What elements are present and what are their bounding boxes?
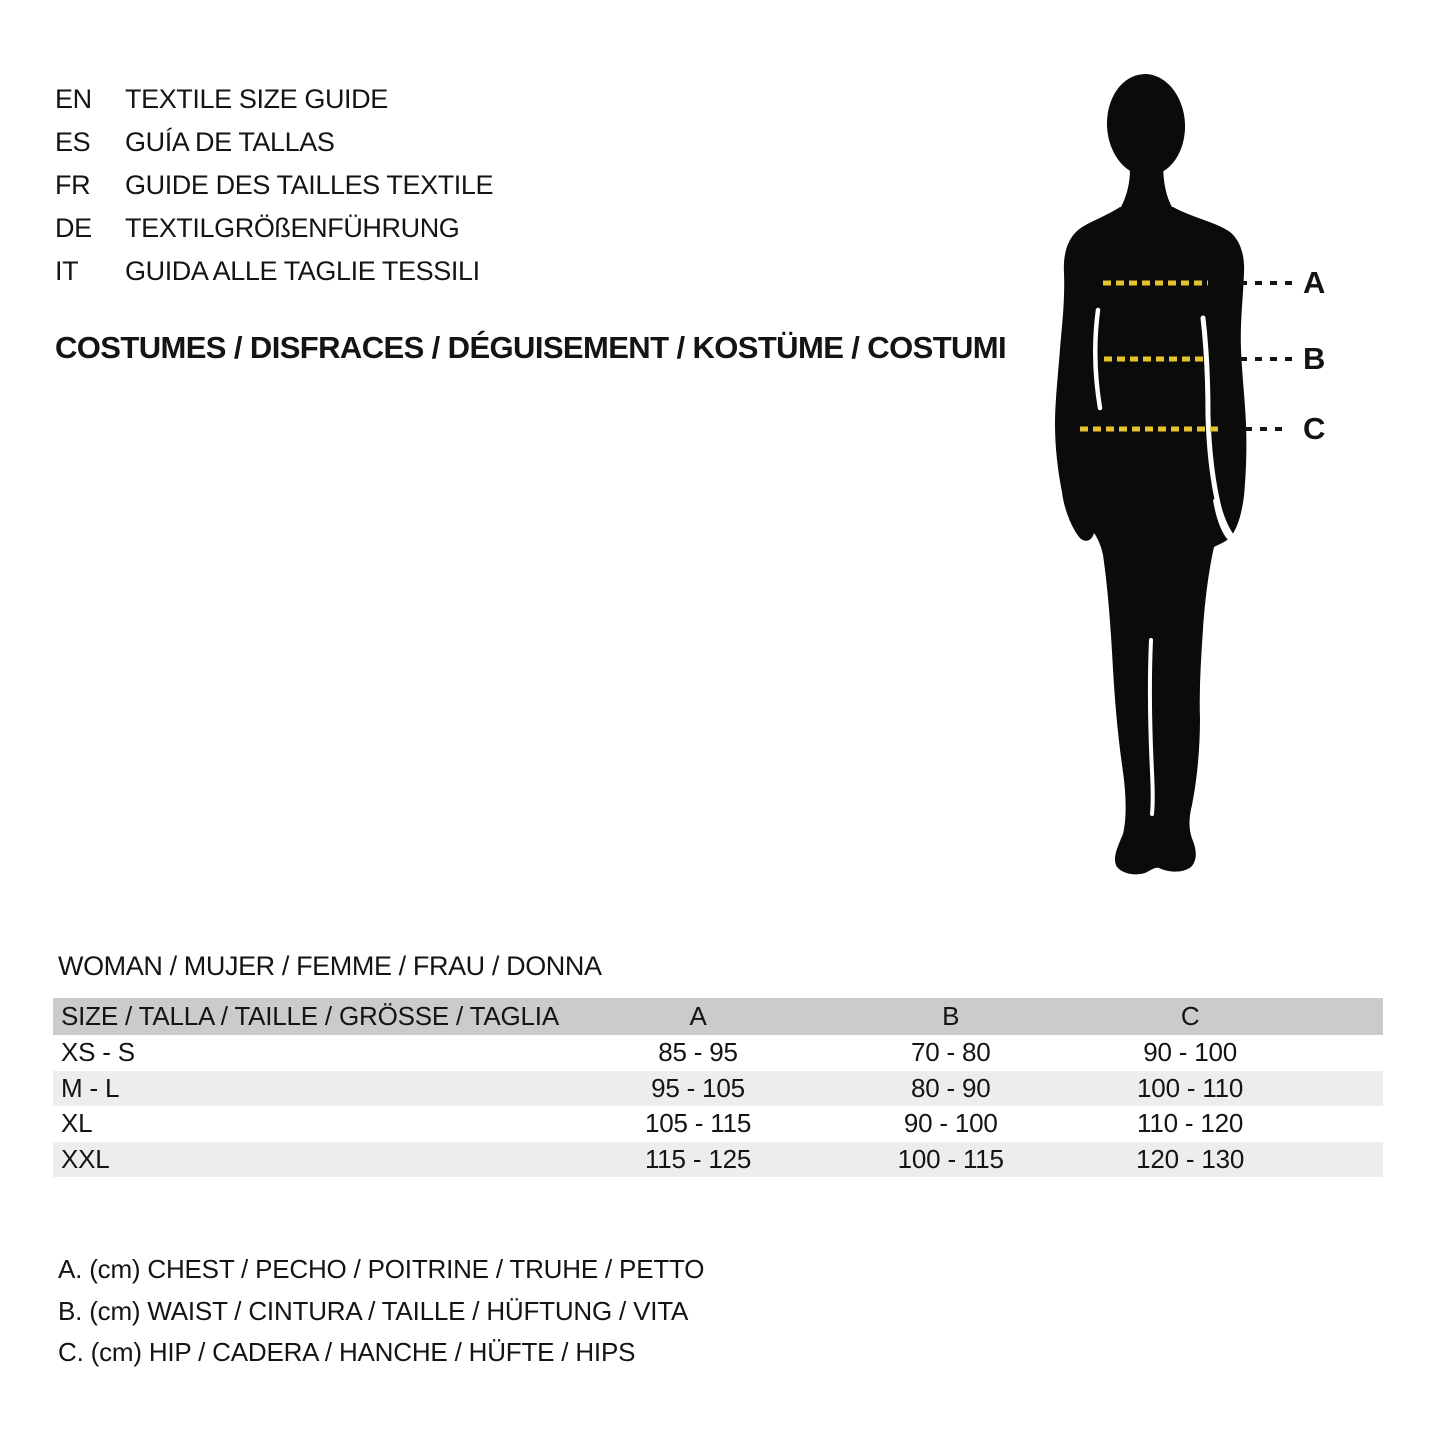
measure-value-cell: 85 - 95: [658, 1037, 738, 1068]
language-guide-title: TEXTILE SIZE GUIDE: [125, 84, 388, 114]
row-spacer: [1303, 1035, 1383, 1071]
size-label-cell: XL: [61, 1108, 93, 1139]
measure-marker-label: C: [1303, 411, 1326, 446]
language-guide-title: GUIDA ALLE TAGLIE TESSILI: [125, 256, 480, 286]
language-row: [55, 250, 493, 293]
gender-section-title: WOMAN / MUJER / FEMME / FRAU / DONNA: [58, 951, 602, 981]
measurement-legend: [58, 1249, 704, 1374]
language-row: [55, 121, 493, 164]
legend-line: A. (cm) CHEST / PECHO / POITRINE / TRUHE / PETTO: [58, 1254, 705, 1284]
size-label-cell: XS - S: [61, 1037, 135, 1068]
size-table-header-row: [53, 998, 1383, 1035]
measure-value-cell: 90 - 100: [903, 1108, 998, 1139]
measure-marker-label: B: [1303, 341, 1326, 376]
woman-silhouette: [1050, 72, 1300, 884]
language-code: EN: [55, 84, 92, 114]
measure-value-cell: 105 - 115: [644, 1108, 752, 1139]
row-spacer: [1303, 1142, 1383, 1178]
measure-column-header: C: [1077, 998, 1303, 1035]
measure-value-cell: 115 - 125: [644, 1143, 752, 1174]
language-guide-title: GUÍA DE TALLAS: [125, 127, 335, 157]
legend-line: C. (cm) HIP / CADERA / HANCHE / HÜFTE / HIPS: [58, 1337, 636, 1368]
measure-value-cell: 80 - 90: [910, 1072, 991, 1103]
language-code: IT: [55, 256, 79, 286]
language-row: [55, 207, 493, 250]
language-code: ES: [55, 127, 91, 157]
measure-value-cell: 100 - 110: [1137, 1072, 1244, 1103]
language-title-list: [55, 78, 493, 293]
language-row: [55, 164, 493, 207]
measure-column-header: B: [824, 998, 1077, 1035]
size-table: [53, 998, 1383, 1177]
language-code: DE: [55, 213, 92, 243]
size-table-row: [53, 1071, 1383, 1107]
category-title: COSTUMES / DISFRACES / DÉGUISEMENT / KOSTÜME / COSTUMI: [55, 330, 1007, 365]
measure-value-cell: 110 - 120: [1137, 1108, 1244, 1139]
size-table-row: [53, 1106, 1383, 1142]
legend-line: B. (cm) WAIST / CINTURA / TAILLE / HÜFTUNG / VITA: [58, 1295, 689, 1326]
size-table-row: [53, 1035, 1383, 1071]
language-guide-title: TEXTILGRÖßENFÜHRUNG: [125, 213, 460, 243]
measure-value-cell: 95 - 105: [651, 1072, 745, 1103]
language-code: FR: [55, 170, 91, 200]
measure-column-header: A: [572, 998, 825, 1035]
row-spacer: [1303, 1071, 1383, 1107]
language-row: [55, 78, 493, 121]
header-spacer: [1303, 998, 1383, 1035]
row-spacer: [1303, 1106, 1383, 1142]
measure-value-cell: 70 - 80: [910, 1037, 991, 1068]
measurement-figure: [1050, 72, 1390, 884]
language-guide-title: GUIDE DES TAILLES TEXTILE: [125, 170, 494, 200]
size-table-row: [53, 1142, 1383, 1178]
measure-value-cell: 100 - 115: [897, 1143, 1004, 1174]
measure-marker-label: A: [1303, 265, 1326, 300]
size-label-cell: XXL: [61, 1143, 110, 1174]
size-column-header: SIZE / TALLA / TAILLE / GRÖSSE / TAGLIA: [53, 998, 572, 1035]
size-label-cell: M - L: [61, 1072, 120, 1103]
measure-value-cell: 90 - 100: [1143, 1037, 1238, 1068]
measure-value-cell: 120 - 130: [1136, 1143, 1245, 1174]
